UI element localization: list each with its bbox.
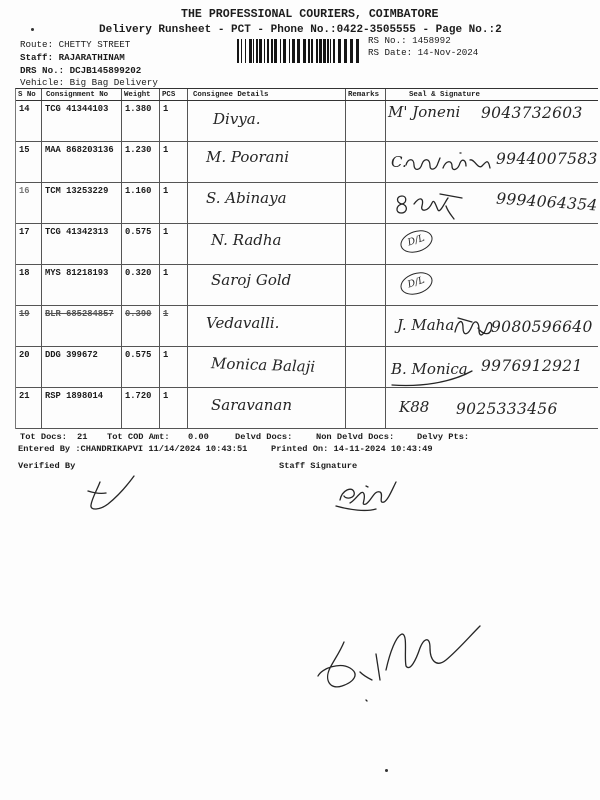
pcs: 1 xyxy=(160,183,188,223)
recipient-phone: 9025333456 xyxy=(456,400,558,418)
consignment-no: TCM 13253229 xyxy=(42,183,122,223)
seal-signature-cell xyxy=(386,347,598,387)
tot-docs-label: Tot Docs: xyxy=(20,432,67,442)
weight: 1.160 xyxy=(122,183,160,223)
recipient-phone: 9944007583 xyxy=(496,150,598,168)
col-header-consignment-no: Consignment No xyxy=(42,89,122,100)
table-row xyxy=(16,183,598,224)
barcode-bar xyxy=(274,39,277,63)
consignee-details-cell xyxy=(188,183,346,223)
route: Route: CHETTY STREET xyxy=(20,39,131,50)
tot-docs-value: 21 xyxy=(77,432,88,442)
consignee-name: S. Abinaya xyxy=(206,189,287,207)
table-row xyxy=(16,347,598,388)
consignee-name: Vedavalli. xyxy=(206,314,280,332)
consignment-no: TCG 41344103 xyxy=(42,101,122,141)
barcode-bar xyxy=(253,39,254,63)
dl-stamp-text: D/L xyxy=(406,274,427,291)
dl-stamp-text: D/L xyxy=(406,232,427,249)
consignment-no: MYS 81218193 xyxy=(42,265,122,305)
authorising-signature xyxy=(318,626,480,701)
barcode-bar xyxy=(237,39,239,63)
consignment-no: MAA 868203136 xyxy=(42,142,122,182)
staff: Staff: RAJARATHINAM xyxy=(20,52,125,63)
recipient-signature: C. xyxy=(391,153,407,171)
table-row xyxy=(16,265,598,306)
barcode-bar xyxy=(330,39,331,63)
remarks-cell xyxy=(346,388,386,428)
pcs: 1 xyxy=(160,101,188,141)
remarks-cell xyxy=(346,265,386,305)
col-header-consignee-details: Consignee Details xyxy=(188,89,346,100)
tot-cod-value: 0.00 xyxy=(188,432,209,442)
pcs: 1 xyxy=(160,265,188,305)
consignee-details-cell xyxy=(188,265,346,305)
seal-signature-cell xyxy=(386,306,598,346)
barcode-bar xyxy=(289,39,290,63)
pcs: 1 xyxy=(160,142,188,182)
barcode-bar xyxy=(241,39,242,63)
seal-signature-cell xyxy=(386,388,598,428)
recipient-phone: 9043732603 xyxy=(481,104,583,122)
consignee-details-cell xyxy=(188,306,346,346)
s-no: 21 xyxy=(16,388,42,428)
remarks-cell xyxy=(346,224,386,264)
s-no: 16 xyxy=(16,183,42,223)
dl-stamp xyxy=(398,268,436,298)
consignee-name: M. Poorani xyxy=(206,148,290,166)
col-header-remarks: Remarks xyxy=(346,89,386,100)
consignee-details-cell xyxy=(188,347,346,387)
staff-signature xyxy=(336,482,396,510)
company-name: THE PROFESSIONAL COURIERS, COIMBATORE xyxy=(181,8,439,21)
consignee-details-cell xyxy=(188,388,346,428)
consignee-name: Divya. xyxy=(213,110,261,128)
s-no: 18 xyxy=(16,265,42,305)
barcode-bar xyxy=(333,39,335,63)
table-row xyxy=(16,101,598,142)
recipient-phone: 9080596640 xyxy=(491,318,593,336)
pcs: 1 xyxy=(160,347,188,387)
barcode-bar xyxy=(323,39,326,63)
barcode-bar xyxy=(245,39,246,63)
s-no: 14 xyxy=(16,101,42,141)
weight: 0.390 xyxy=(122,306,160,346)
delvy-pts-label: Delvy Pts: xyxy=(417,432,470,442)
barcode xyxy=(237,39,360,63)
consignee-name: Saravanan xyxy=(211,396,293,414)
barcode-bar xyxy=(311,39,313,63)
barcode-bar xyxy=(280,39,281,63)
weight: 1.380 xyxy=(122,101,160,141)
remarks-cell xyxy=(346,306,386,346)
table-row xyxy=(16,388,598,429)
verified-by-label: Verified By xyxy=(18,461,76,471)
tot-cod-label: Tot COD Amt: xyxy=(107,432,170,442)
barcode-bar xyxy=(259,39,262,63)
col-header-weight: Weight xyxy=(122,89,160,100)
barcode-bar xyxy=(267,39,269,63)
barcode-bar xyxy=(264,39,265,63)
recipient-signature: M' Joneni xyxy=(388,103,461,121)
recipient-signature: B. Monica xyxy=(391,360,468,378)
s-no: 17 xyxy=(16,224,42,264)
col-header-seal-signature: Seal & Signature xyxy=(409,91,480,99)
non-delvd-docs-label: Non Delvd Docs: xyxy=(316,432,395,442)
rs-date: RS Date: 14-Nov-2024 xyxy=(368,47,479,58)
barcode-bar xyxy=(344,39,347,63)
dl-stamp xyxy=(398,226,436,256)
barcode-bar xyxy=(271,39,273,63)
remarks-cell xyxy=(346,142,386,182)
col-header-s-no: S No xyxy=(16,89,42,100)
weight: 1.230 xyxy=(122,142,160,182)
recipient-phone: 9976912921 xyxy=(481,357,583,375)
barcode-bar xyxy=(350,39,353,63)
barcode-bar xyxy=(316,39,318,63)
remarks-cell xyxy=(346,101,386,141)
seal-signature-cell xyxy=(386,183,598,223)
barcode-bar xyxy=(303,39,306,63)
barcode-bar xyxy=(297,39,300,63)
consignment-no: RSP 1898014 xyxy=(42,388,122,428)
entered-by: Entered By :CHANDRIKAPVI 11/14/2024 10:43:51 xyxy=(18,444,248,454)
pcs: 1 xyxy=(160,388,188,428)
remarks-cell xyxy=(346,183,386,223)
weight: 0.575 xyxy=(122,347,160,387)
consignee-details-cell xyxy=(188,224,346,264)
staff-signature-label: Staff Signature xyxy=(279,461,358,471)
consignee-name: Monica Balaji xyxy=(210,354,316,376)
scan-mark xyxy=(31,28,34,31)
delvd-docs-label: Delvd Docs: xyxy=(235,432,293,442)
consignee-name: Saroj Gold xyxy=(211,271,292,289)
table-row xyxy=(16,224,598,265)
pcs: 1 xyxy=(160,306,188,346)
runsheet-table xyxy=(15,88,598,429)
rs-number: RS No.: 1458992 xyxy=(368,35,451,46)
recipient-signature: J. Maha xyxy=(397,316,455,334)
barcode-bar xyxy=(283,39,286,63)
barcode-bar xyxy=(249,39,252,63)
verified-by-signature xyxy=(88,476,134,509)
weight: 0.320 xyxy=(122,265,160,305)
barcode-bar xyxy=(338,39,341,63)
table-row xyxy=(16,306,598,347)
col-header-pcs: PCS xyxy=(160,89,188,100)
recipient-phone: 9994064354 xyxy=(495,189,599,215)
recipient-signature: K88 xyxy=(399,398,430,416)
weight: 1.720 xyxy=(122,388,160,428)
seal-signature-cell xyxy=(386,101,598,141)
pcs: 1 xyxy=(160,224,188,264)
runsheet-title: Delivery Runsheet - PCT - Phone No.:0422-3505555 - Page No.:2 xyxy=(99,24,502,36)
vehicle: Vehicle: Big Bag Delivery xyxy=(20,77,158,88)
seal-signature-cell xyxy=(386,265,598,305)
table-row xyxy=(16,142,598,183)
barcode-bar xyxy=(308,39,310,63)
consignee-name: N. Radha xyxy=(211,231,282,249)
seal-signature-cell xyxy=(386,224,598,264)
barcode-bar xyxy=(356,39,359,63)
barcode-bar xyxy=(256,39,258,63)
barcode-bar xyxy=(292,39,295,63)
consignment-no: TCG 41342313 xyxy=(42,224,122,264)
consignment-no: DDG 399672 xyxy=(42,347,122,387)
remarks-cell xyxy=(346,347,386,387)
consignee-details-cell xyxy=(188,142,346,182)
consignee-details-cell xyxy=(188,101,346,141)
drs-number: DRS No.: DCJB145899202 xyxy=(20,65,142,76)
barcode-bar xyxy=(319,39,322,63)
s-no: 15 xyxy=(16,142,42,182)
s-no: 19 xyxy=(16,306,42,346)
table-header xyxy=(16,89,598,101)
s-no: 20 xyxy=(16,347,42,387)
consignment-no: BLR 685284857 xyxy=(42,306,122,346)
weight: 0.575 xyxy=(122,224,160,264)
scan-mark xyxy=(385,769,388,772)
seal-signature-cell xyxy=(386,142,598,182)
printed-on: Printed On: 14-11-2024 10:43:49 xyxy=(271,444,433,454)
barcode-bar xyxy=(327,39,329,63)
